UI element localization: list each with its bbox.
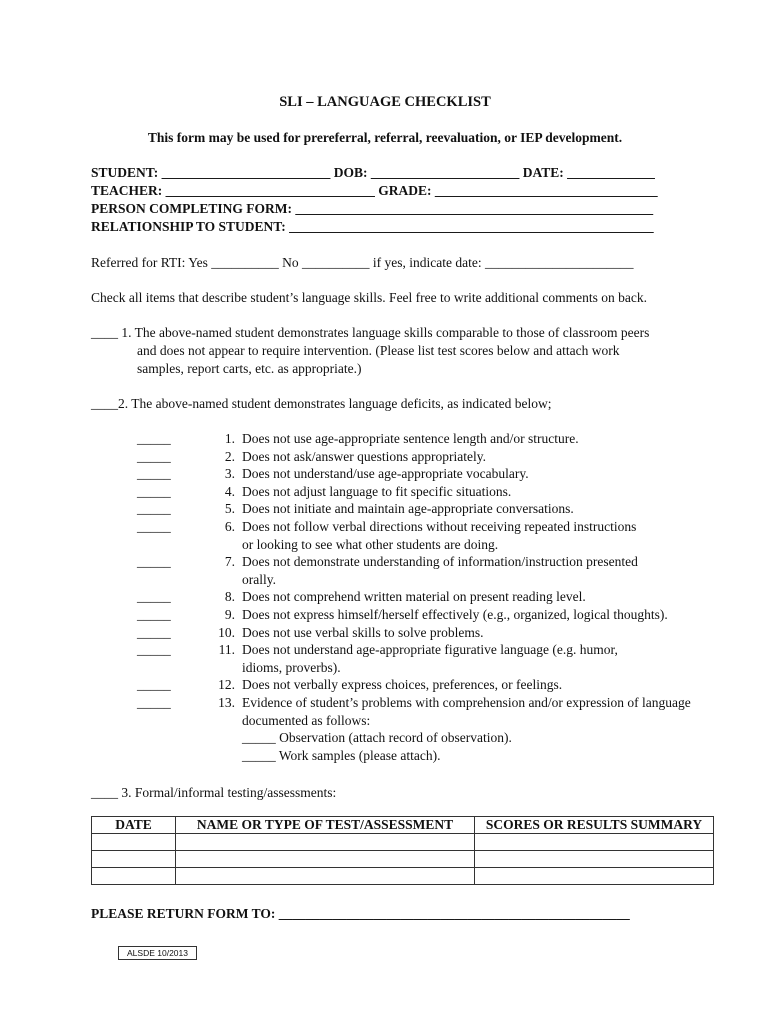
item-text: Does not understand/use age-appropriate vocabulary. bbox=[242, 466, 529, 482]
date-cell[interactable] bbox=[92, 868, 176, 885]
check-blank[interactable]: _____ bbox=[137, 589, 171, 605]
check-blank[interactable]: _____ bbox=[137, 501, 171, 517]
item-text: Does not understand age-appropriate figurative language (e.g. humor, bbox=[242, 642, 618, 658]
item-text: Does not follow verbal directions without receiving repeated instructions bbox=[242, 519, 637, 534]
deficit-item[interactable] bbox=[137, 695, 691, 711]
option-1-line[interactable]: ____ 1. The above-named student demonstrates language skills comparable to those of classroom peers bbox=[91, 325, 650, 340]
check-blank[interactable]: _____ bbox=[137, 431, 171, 446]
deficit-item[interactable] bbox=[137, 554, 638, 570]
check-blank[interactable]: _____ bbox=[137, 624, 171, 640]
deficit-item[interactable] bbox=[137, 466, 529, 482]
check-blank[interactable]: _____ bbox=[137, 519, 171, 534]
column-header-scores: SCORES OR RESULTS SUMMARY bbox=[475, 817, 714, 834]
item-number: 5. bbox=[224, 501, 235, 517]
item-text: Does not verbally express choices, preferences, or feelings. bbox=[242, 677, 563, 693]
item-text: idioms, proverbs). bbox=[242, 659, 341, 675]
item-text: documented as follows: bbox=[242, 712, 371, 728]
option-3-line[interactable]: ____ 3. Formal/informal testing/assessments: bbox=[91, 785, 337, 800]
check-blank[interactable]: _____ bbox=[137, 677, 171, 693]
column-header-date: DATE bbox=[92, 817, 176, 834]
table-row bbox=[92, 868, 714, 885]
deficit-item[interactable] bbox=[137, 677, 562, 693]
item-number: 6. bbox=[224, 519, 235, 534]
scores-cell[interactable] bbox=[475, 851, 714, 868]
item-text: _____ Observation (attach record of observation). bbox=[242, 730, 512, 746]
return-form-line[interactable]: PLEASE RETURN FORM TO: ____________________________________________________ bbox=[91, 906, 630, 921]
form-title: SLI – LANGUAGE CHECKLIST bbox=[279, 94, 491, 110]
form-subtitle: This form may be used for prereferral, referral, reevaluation, or IEP development. bbox=[147, 130, 623, 145]
table-row bbox=[92, 834, 714, 851]
check-blank[interactable]: _____ bbox=[137, 448, 171, 464]
deficit-item-continued bbox=[137, 713, 370, 729]
deficit-item[interactable] bbox=[137, 484, 511, 500]
item-text: Does not initiate and maintain age-appropriate conversations. bbox=[242, 501, 574, 517]
scores-cell[interactable] bbox=[475, 868, 714, 885]
student-dob-date-line[interactable]: STUDENT: _________________________ DOB: ______________________ DATE: _____________ bbox=[91, 165, 655, 180]
person-completing-line[interactable]: PERSON COMPLETING FORM: _____________________________________________________ bbox=[91, 201, 654, 216]
date-cell[interactable] bbox=[92, 834, 176, 851]
date-cell[interactable] bbox=[92, 851, 176, 868]
item-text: orally. bbox=[242, 571, 276, 587]
item-text: Does not comprehend written material on present reading level. bbox=[242, 589, 586, 605]
item-text: or looking to see what other students are doing. bbox=[242, 536, 499, 552]
deficit-item-continued bbox=[137, 660, 341, 676]
deficit-item-continued bbox=[137, 537, 498, 553]
item-number: 10. bbox=[218, 624, 235, 640]
table-row bbox=[92, 851, 714, 868]
deficit-item-continued bbox=[137, 730, 512, 746]
test-name-cell[interactable] bbox=[176, 851, 475, 868]
column-header-test-name: NAME OR TYPE OF TEST/ASSESSMENT bbox=[176, 817, 475, 834]
test-name-cell[interactable] bbox=[176, 834, 475, 851]
item-number: 11. bbox=[218, 642, 235, 658]
deficit-item[interactable] bbox=[137, 589, 586, 605]
relationship-line[interactable]: RELATIONSHIP TO STUDENT: ______________________________________________________ bbox=[91, 219, 654, 234]
instructions-text: Check all items that describe student’s language skills. Feel free to write additional comments on back. bbox=[91, 290, 647, 305]
table-header-row bbox=[92, 817, 714, 834]
item-text: Does not demonstrate understanding of information/instruction presented bbox=[242, 554, 638, 570]
item-number: 1. bbox=[224, 431, 235, 446]
item-number: 2. bbox=[224, 448, 235, 464]
check-blank[interactable]: _____ bbox=[137, 607, 171, 622]
item-number: 4. bbox=[224, 483, 235, 499]
item-number: 3. bbox=[224, 466, 235, 482]
deficit-item[interactable] bbox=[137, 519, 636, 535]
deficit-item[interactable] bbox=[137, 449, 486, 465]
deficit-item[interactable] bbox=[137, 501, 574, 517]
item-number: 9. bbox=[224, 607, 235, 622]
form-code-badge: ALSDE 10/2013 bbox=[118, 946, 197, 960]
item-text: Does not ask/answer questions appropriately. bbox=[242, 448, 486, 464]
check-blank[interactable]: _____ bbox=[137, 483, 171, 499]
item-text: Does not use age-appropriate sentence length and/or structure. bbox=[242, 431, 579, 446]
item-text: Evidence of student’s problems with comprehension and/or expression of language bbox=[242, 695, 691, 710]
deficit-item[interactable] bbox=[137, 625, 483, 641]
check-blank[interactable]: _____ bbox=[137, 642, 171, 658]
item-text: _____ Work samples (please attach). bbox=[242, 747, 441, 763]
teacher-grade-line[interactable]: TEACHER: _______________________________ GRADE: _________________________________ bbox=[91, 183, 658, 198]
item-number: 8. bbox=[224, 589, 235, 605]
item-text: Does not use verbal skills to solve problems. bbox=[242, 624, 484, 640]
check-blank[interactable]: _____ bbox=[137, 466, 171, 482]
item-number: 7. bbox=[224, 554, 235, 570]
deficit-item[interactable] bbox=[137, 642, 618, 658]
item-number: 12. bbox=[218, 677, 235, 693]
deficit-item-continued bbox=[137, 572, 276, 588]
deficit-item-continued bbox=[137, 748, 440, 764]
test-name-cell[interactable] bbox=[176, 868, 475, 885]
item-text: Does not adjust language to fit specific situations. bbox=[242, 483, 512, 499]
check-blank[interactable]: _____ bbox=[137, 554, 171, 570]
item-text: Does not express himself/herself effectively (e.g., organized, logical thoughts). bbox=[242, 607, 668, 622]
scores-cell[interactable] bbox=[475, 834, 714, 851]
option-1-continued: samples, report carts, etc. as appropriate.) bbox=[137, 361, 362, 376]
deficit-item[interactable] bbox=[137, 607, 668, 623]
testing-table bbox=[91, 816, 714, 885]
option-2-line[interactable]: ____2. The above-named student demonstrates language deficits, as indicated below; bbox=[91, 396, 552, 411]
check-blank[interactable]: _____ bbox=[137, 695, 171, 710]
item-number: 13. bbox=[218, 695, 235, 710]
rti-referral-line[interactable]: Referred for RTI: Yes __________ No __________ if yes, indicate date: ______________________ bbox=[91, 255, 634, 270]
deficit-item[interactable] bbox=[137, 431, 579, 447]
option-1-continued: and does not appear to require intervention. (Please list test scores below and attach work bbox=[137, 343, 620, 358]
